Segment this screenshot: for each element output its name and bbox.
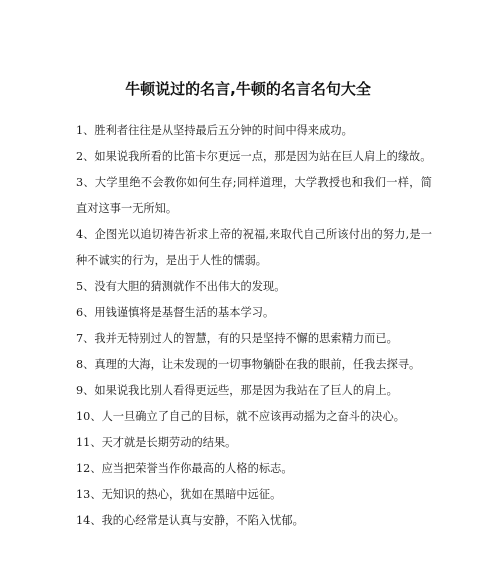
- list-item: 10、人一旦确立了自己的目标，就不应该再动摇为之奋斗的决心。: [76, 410, 405, 423]
- list-item: 11、天才就是长期劳动的结果。: [76, 436, 237, 449]
- list-item: 6、用钱谨慎将是基督生活的基本学习。: [76, 306, 275, 319]
- list-item: 4、企图光以追切祷告祈求上帝的祝福,来取代自己所该付出的努力,是一种不诚实的行为，是出于人性的懦弱。: [76, 228, 432, 267]
- quote-list: [76, 118, 432, 534]
- list-item: 8、真理的大海，让未发现的一切事物躺卧在我的眼前，任我去探寻。: [76, 358, 421, 371]
- document-title: 牛顿说过的名言,牛顿的名言名句大全: [125, 80, 371, 98]
- list-item: 13、无知识的热心，犹如在黑暗中远征。: [76, 488, 282, 501]
- list-item: 1、胜利者往往是从坚持最后五分钟的时间中得来成功。: [76, 124, 353, 137]
- list-item: 9、如果说我比别人看得更远些，那是因为我站在了巨人的肩上。: [76, 384, 398, 397]
- list-item: 12、应当把荣誉当作你最高的人格的标志。: [76, 462, 293, 475]
- list-item: 5、没有大胆的猜测就作不出伟大的发现。: [76, 280, 286, 293]
- list-item: 14、我的心经常是认真与安静，不陷入忧郁。: [76, 514, 304, 527]
- list-item: 7、我并无特别过人的智慧，有的只是坚持不懈的思索精力而已。: [76, 332, 398, 345]
- list-item: 2、如果说我所看的比笛卡尔更远一点，那是因为站在巨人肩上的缘故。: [76, 150, 432, 163]
- list-item: 3、大学里绝不会教你如何生存;同样道理，大学教授也和我们一样，简直对这事一无所知。: [76, 176, 432, 215]
